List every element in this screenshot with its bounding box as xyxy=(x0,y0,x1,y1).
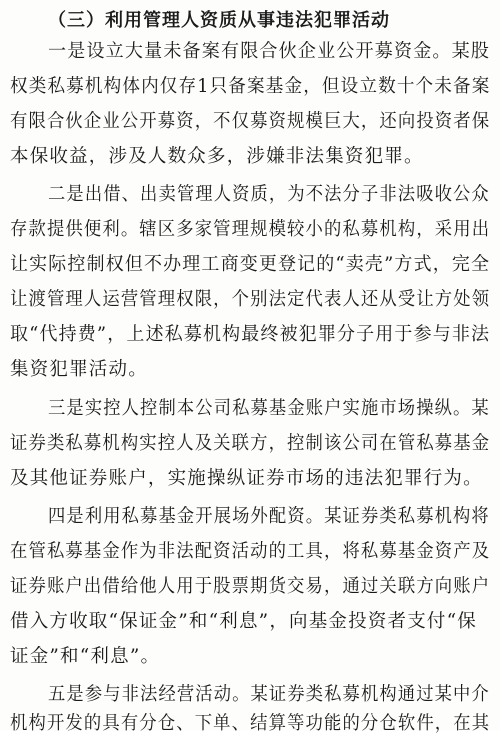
paragraph-line: 证金”和“利息”。 xyxy=(10,646,161,667)
paragraph-line: 证券账户出借给他人用于股票期货交易，通过关联方向账户 xyxy=(10,576,491,597)
paragraph-line: 有限合伙企业公开募资，不仅募资规模巨大，还向投资者保 xyxy=(10,111,491,132)
paragraph-line: 及其他证券账户，实施操纵证券市场的违法犯罪行为。 xyxy=(10,468,483,489)
paragraph-line: 三是实控人控制本公司私募基金账户实施市场操纵。某 xyxy=(48,398,490,419)
paragraph-line: 集资犯罪活动。 xyxy=(10,359,148,380)
paragraph-line: 借入方收取“保证金”和“利息”，向基金投资者支付“保 xyxy=(10,611,477,632)
paragraph-line: 机构开发的具有分仓、下单、结算等功能的分仓软件，在其 xyxy=(10,713,491,734)
paragraph-line: 四是利用私募基金开展场外配资。某证券类私募机构将 xyxy=(48,506,490,527)
paragraph-line: 取“代持费”，上述私募机构最终被犯罪分子用于参与非法 xyxy=(10,324,491,345)
paragraph-line: 本保收益，涉及人数众多，涉嫌非法集资犯罪。 xyxy=(10,146,424,167)
paragraph-line: 证券类私募机构实控人及关联方，控制该公司在管私募基金 xyxy=(10,433,491,454)
paragraph-line: 五是参与非法经营活动。某证券类私募机构通过某中介 xyxy=(48,684,490,705)
paragraph-line: 权类私募机构体内仅存1只备案基金，但设立数十个未备案 xyxy=(10,76,491,97)
paragraph-line: 二是出借、出卖管理人资质，为不法分子非法吸收公众 xyxy=(48,184,490,205)
paragraph-line: 存款提供便利。辖区多家管理规模较小的私募机构，采用出 xyxy=(10,219,491,240)
paragraph-line: 在管私募基金作为非法配资活动的工具，将私募基金资产及 xyxy=(10,541,491,562)
paragraph-line: 一是设立大量未备案有限合伙企业公开募资金。某股 xyxy=(48,41,491,62)
section-heading: （三）利用管理人资质从事违法犯罪活动 xyxy=(48,10,390,31)
paragraph-line: 让渡管理人运营管理权限，个别法定代表人还从受让方处领 xyxy=(10,289,491,310)
paragraph-line: 让实际控制权但不办理工商变更登记的“卖壳”方式，完全 xyxy=(10,254,491,275)
